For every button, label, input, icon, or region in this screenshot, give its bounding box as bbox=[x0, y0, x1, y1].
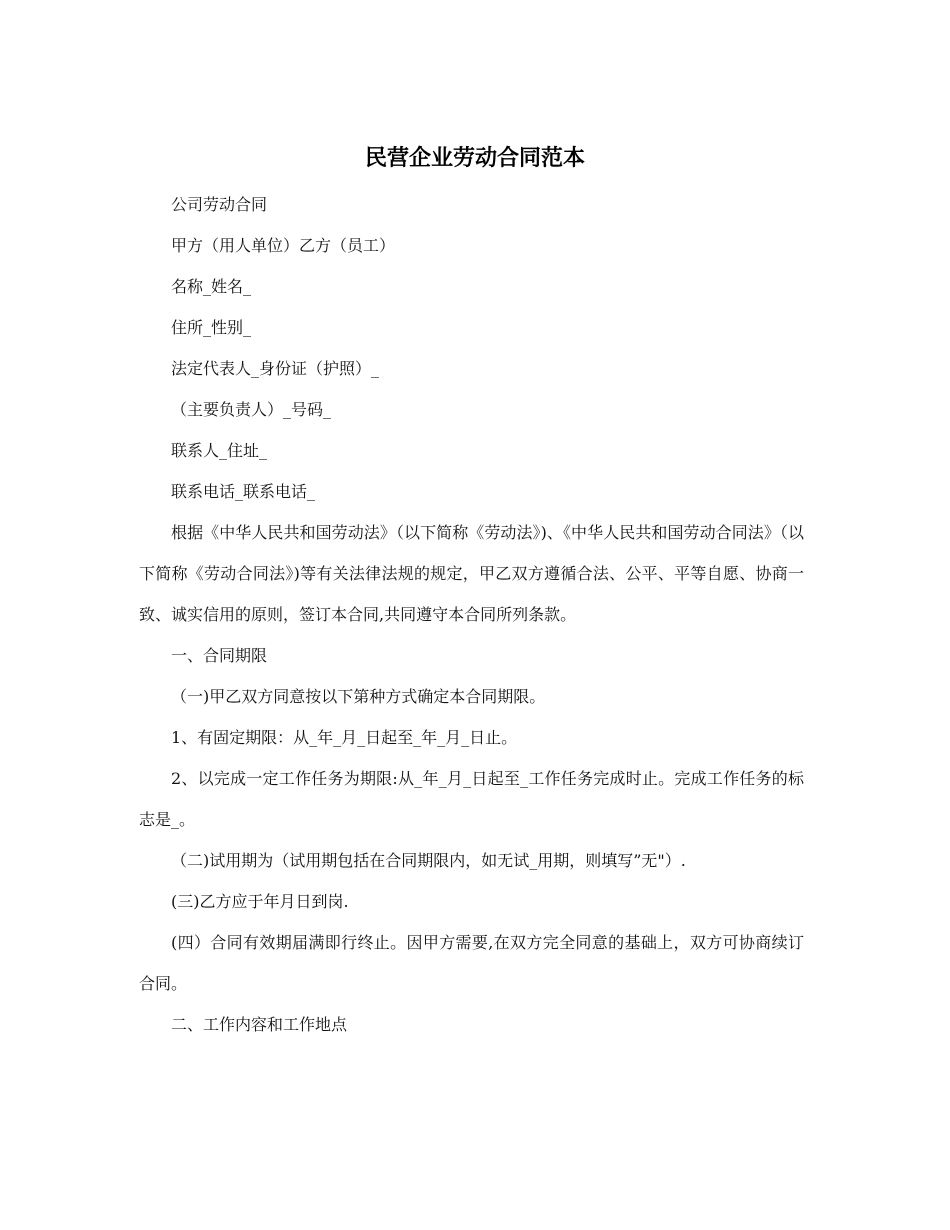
paragraph-legal-rep: 法定代表人_身份证（护照）_ bbox=[171, 359, 380, 378]
paragraph-start-date: (三)乙方应于年月日到岗. bbox=[171, 892, 349, 911]
paragraph-company-contract: 公司劳动合同 bbox=[171, 195, 268, 214]
paragraph-phone: 联系电话_联系电话_ bbox=[171, 482, 316, 501]
paragraph-task-term: 2、以完成一定工作任务为期限:从_年_月_日起至_工作任务完成时止。完成工作任务的标志是_。 bbox=[139, 769, 804, 829]
paragraph-renewal: (四）合同有效期届满即行终止。因甲方需要,在双方完全同意的基础上，双方可协商续订合同。 bbox=[139, 933, 804, 993]
paragraph-contact: 联系人_住址_ bbox=[171, 441, 268, 460]
document-title: 民营企业劳动合同范本 bbox=[364, 145, 585, 171]
paragraph-term-method: （一)甲乙双方同意按以下第种方式确定本合同期限。 bbox=[171, 687, 546, 706]
paragraph-legal-basis: 根据《中华人民共和国劳动法》（以下简称《劳动法》)、《中华人民共和国劳动合同法》（以下简称《劳动合同法》)等有关法律法规的规定，甲乙双方遵循合法、公平、平等自愿、协商一致、诚实信用的原则，签订本合同,共同遵守本合同所列条款。 bbox=[139, 523, 804, 624]
paragraph-parties: 甲方（用人单位）乙方（员工） bbox=[171, 236, 396, 255]
paragraph-main-person: （主要负责人）_号码_ bbox=[171, 400, 332, 419]
paragraph-name: 名称_姓名_ bbox=[171, 277, 252, 296]
paragraph-probation: （二)试用期为（试用期包括在合同期限内，如无试_用期，则填写”无"）. bbox=[171, 851, 686, 870]
paragraph-fixed-term: 1、有固定期限：从_年_月_日起至_年_月_日止。 bbox=[171, 728, 518, 747]
section-heading-work: 二、工作内容和工作地点 bbox=[171, 1015, 348, 1034]
document-body bbox=[139, 184, 804, 1045]
section-heading-term: 一、合同期限 bbox=[171, 646, 268, 665]
paragraph-address: 住所_性别_ bbox=[171, 318, 252, 337]
